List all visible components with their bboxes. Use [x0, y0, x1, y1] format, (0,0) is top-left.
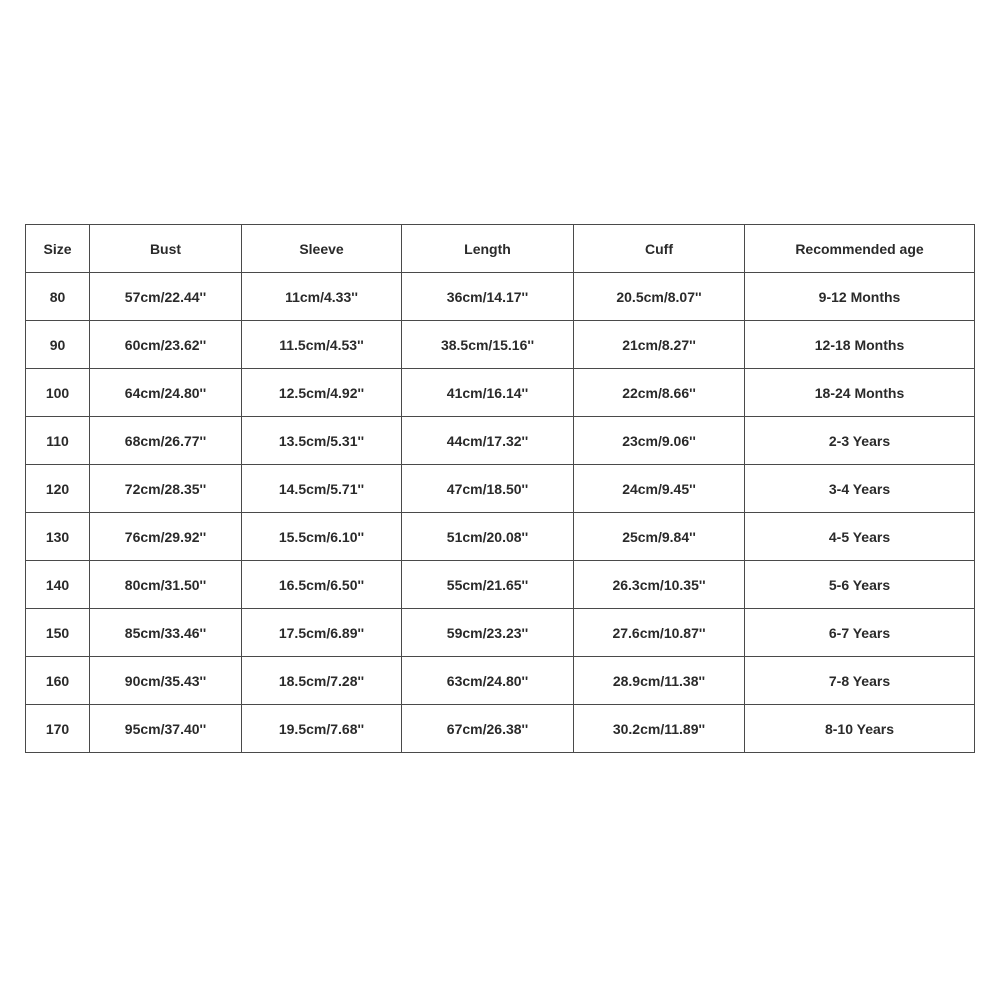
cell-bust: 80cm/31.50'' [90, 561, 242, 609]
table-row [26, 561, 975, 609]
cell-length: 63cm/24.80'' [402, 657, 574, 705]
cell-sleeve: 13.5cm/5.31'' [242, 417, 402, 465]
cell-size: 170 [26, 705, 90, 753]
cell-length: 59cm/23.23'' [402, 609, 574, 657]
cell-cuff: 21cm/8.27'' [574, 321, 745, 369]
cell-recommended-age: 6-7 Years [745, 609, 975, 657]
cell-bust: 76cm/29.92'' [90, 513, 242, 561]
size-chart-table [25, 224, 975, 753]
cell-bust: 90cm/35.43'' [90, 657, 242, 705]
cell-bust: 95cm/37.40'' [90, 705, 242, 753]
cell-length: 41cm/16.14'' [402, 369, 574, 417]
header-row [26, 225, 975, 273]
cell-cuff: 25cm/9.84'' [574, 513, 745, 561]
cell-size: 80 [26, 273, 90, 321]
cell-size: 160 [26, 657, 90, 705]
cell-sleeve: 11cm/4.33'' [242, 273, 402, 321]
table-row [26, 657, 975, 705]
cell-bust: 64cm/24.80'' [90, 369, 242, 417]
size-chart-header [26, 225, 975, 273]
cell-size: 150 [26, 609, 90, 657]
cell-length: 67cm/26.38'' [402, 705, 574, 753]
header-length: Length [402, 225, 574, 273]
cell-recommended-age: 5-6 Years [745, 561, 975, 609]
size-chart-body [26, 273, 975, 753]
cell-bust: 85cm/33.46'' [90, 609, 242, 657]
header-cuff: Cuff [574, 225, 745, 273]
cell-recommended-age: 9-12 Months [745, 273, 975, 321]
cell-size: 100 [26, 369, 90, 417]
cell-length: 47cm/18.50'' [402, 465, 574, 513]
cell-recommended-age: 12-18 Months [745, 321, 975, 369]
cell-sleeve: 14.5cm/5.71'' [242, 465, 402, 513]
cell-size: 130 [26, 513, 90, 561]
cell-cuff: 24cm/9.45'' [574, 465, 745, 513]
cell-recommended-age: 18-24 Months [745, 369, 975, 417]
table-row [26, 417, 975, 465]
table-row [26, 465, 975, 513]
cell-size: 120 [26, 465, 90, 513]
cell-cuff: 26.3cm/10.35'' [574, 561, 745, 609]
cell-length: 51cm/20.08'' [402, 513, 574, 561]
cell-recommended-age: 3-4 Years [745, 465, 975, 513]
cell-sleeve: 15.5cm/6.10'' [242, 513, 402, 561]
cell-sleeve: 17.5cm/6.89'' [242, 609, 402, 657]
table-row [26, 513, 975, 561]
cell-recommended-age: 4-5 Years [745, 513, 975, 561]
cell-sleeve: 16.5cm/6.50'' [242, 561, 402, 609]
cell-cuff: 22cm/8.66'' [574, 369, 745, 417]
cell-recommended-age: 2-3 Years [745, 417, 975, 465]
cell-sleeve: 18.5cm/7.28'' [242, 657, 402, 705]
header-size: Size [26, 225, 90, 273]
cell-sleeve: 19.5cm/7.68'' [242, 705, 402, 753]
cell-length: 44cm/17.32'' [402, 417, 574, 465]
table-row [26, 321, 975, 369]
cell-size: 110 [26, 417, 90, 465]
cell-length: 55cm/21.65'' [402, 561, 574, 609]
cell-size: 140 [26, 561, 90, 609]
cell-cuff: 23cm/9.06'' [574, 417, 745, 465]
header-bust: Bust [90, 225, 242, 273]
cell-cuff: 20.5cm/8.07'' [574, 273, 745, 321]
cell-bust: 68cm/26.77'' [90, 417, 242, 465]
table-row [26, 273, 975, 321]
table-row [26, 609, 975, 657]
cell-size: 90 [26, 321, 90, 369]
cell-length: 36cm/14.17'' [402, 273, 574, 321]
header-sleeve: Sleeve [242, 225, 402, 273]
cell-bust: 60cm/23.62'' [90, 321, 242, 369]
cell-sleeve: 11.5cm/4.53'' [242, 321, 402, 369]
table-row [26, 369, 975, 417]
cell-bust: 72cm/28.35'' [90, 465, 242, 513]
header-recommended-age: Recommended age [745, 225, 975, 273]
cell-bust: 57cm/22.44'' [90, 273, 242, 321]
table-row [26, 705, 975, 753]
cell-cuff: 28.9cm/11.38'' [574, 657, 745, 705]
cell-cuff: 27.6cm/10.87'' [574, 609, 745, 657]
cell-cuff: 30.2cm/11.89'' [574, 705, 745, 753]
cell-length: 38.5cm/15.16'' [402, 321, 574, 369]
cell-recommended-age: 7-8 Years [745, 657, 975, 705]
cell-recommended-age: 8-10 Years [745, 705, 975, 753]
cell-sleeve: 12.5cm/4.92'' [242, 369, 402, 417]
